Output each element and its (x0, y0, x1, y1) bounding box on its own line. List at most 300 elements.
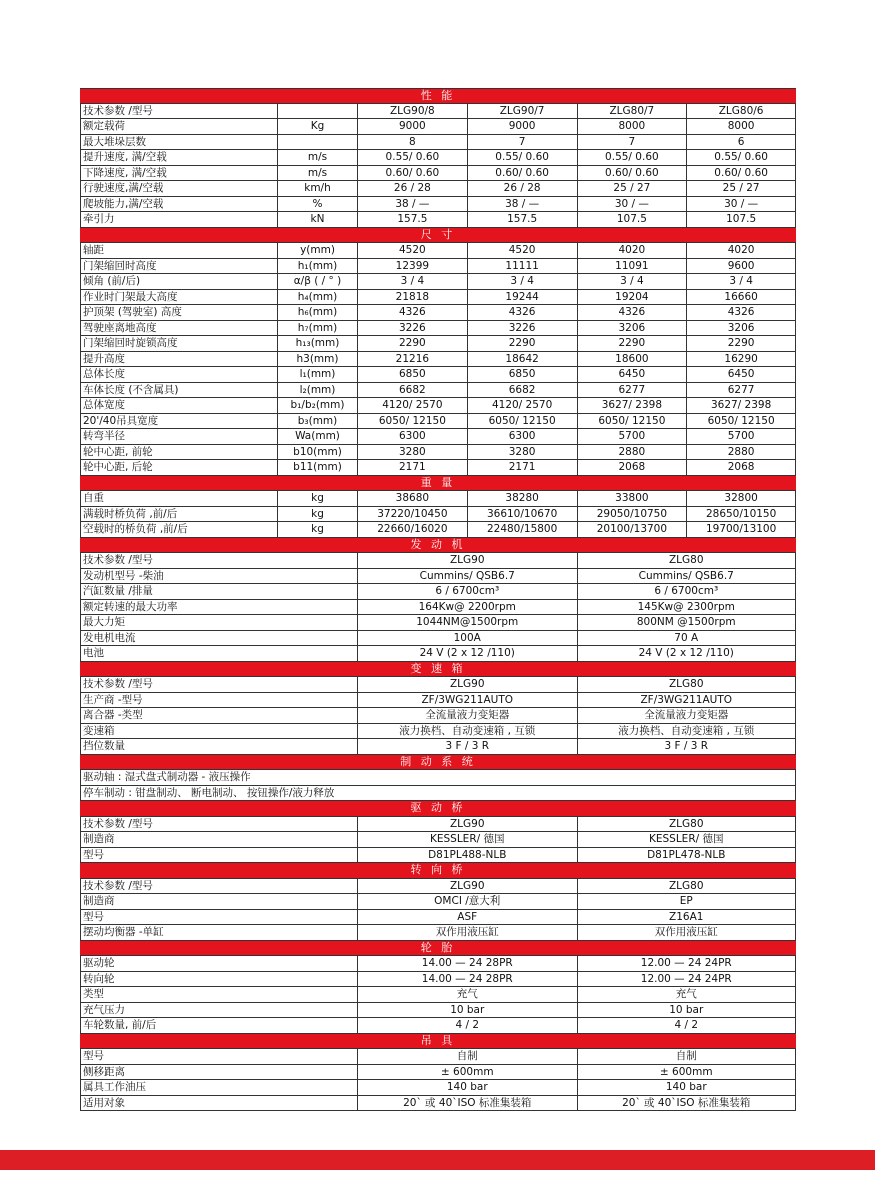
param-value: 4 / 2 (357, 1018, 577, 1033)
param-value: 0.60/ 0.60 (686, 166, 796, 181)
table-row (80, 383, 796, 399)
param-value: ZLG90 (357, 817, 577, 832)
param-value: D81PL488-NLB (357, 848, 577, 863)
param-value: 12.00 — 24 24PR (577, 956, 797, 971)
section-header (80, 476, 796, 492)
table-row (80, 243, 796, 259)
param-name: 摆动均衡器 -单缸 (80, 925, 357, 940)
param-name: 类型 (80, 987, 357, 1002)
param-value: D81PL478-NLB (577, 848, 797, 863)
param-value: 6050/ 12150 (577, 414, 687, 429)
table-row (80, 631, 796, 647)
param-name: 爬坡能力,满/空载 (80, 197, 277, 212)
param-value: 22480/15800 (467, 522, 577, 537)
param-name: 轴距 (80, 243, 277, 258)
param-unit: kN (277, 212, 357, 227)
param-value: 0.60/ 0.60 (357, 166, 467, 181)
param-value: 3280 (467, 445, 577, 460)
param-value: 7 (467, 135, 577, 150)
param-text: 驱动轴 : 湿式盘式制动器 - 液压操作 (80, 770, 796, 785)
param-value: KESSLER/ 德国 (577, 832, 797, 847)
param-value: 自制 (577, 1049, 797, 1064)
param-value: 3280 (357, 445, 467, 460)
param-unit: y(mm) (277, 243, 357, 258)
param-unit (277, 104, 357, 119)
param-name: 电池 (80, 646, 357, 661)
table-row (80, 553, 796, 569)
section-title: 重 量 (420, 475, 456, 489)
table-row (80, 321, 796, 337)
table-row (80, 1096, 796, 1112)
param-name: 护顶架 (驾驶室) 高度 (80, 305, 277, 320)
param-value: 4520 (357, 243, 467, 258)
param-value: 21818 (357, 290, 467, 305)
param-value: 4120/ 2570 (467, 398, 577, 413)
param-name: 转向轮 (80, 972, 357, 987)
param-name: 生产商 -型号 (80, 693, 357, 708)
param-unit: b₁/b₂(mm) (277, 398, 357, 413)
table-row (80, 693, 796, 709)
param-value: 2068 (577, 460, 687, 475)
param-value: 9000 (467, 119, 577, 134)
table-row (80, 1003, 796, 1019)
param-value: 140 bar (577, 1080, 797, 1095)
bottom-bar (0, 1150, 875, 1170)
param-unit: h₆(mm) (277, 305, 357, 320)
param-value: 8 (357, 135, 467, 150)
param-value: 70 A (577, 631, 797, 646)
param-unit: b₃(mm) (277, 414, 357, 429)
table-row (80, 832, 796, 848)
param-name: 发电机电流 (80, 631, 357, 646)
param-name: 离合器 -类型 (80, 708, 357, 723)
param-value: 4326 (686, 305, 796, 320)
param-name: 提升高度 (80, 352, 277, 367)
param-name: 额定转速的最大功率 (80, 600, 357, 615)
table-row (80, 987, 796, 1003)
table-row (80, 429, 796, 445)
table-row (80, 1049, 796, 1065)
param-value: 2290 (357, 336, 467, 351)
table-row (80, 460, 796, 476)
param-value: 3226 (357, 321, 467, 336)
table-row (80, 259, 796, 275)
section-title: 发 动 机 (410, 537, 466, 551)
param-name: 车轮数量, 前/后 (80, 1018, 357, 1033)
param-value: 4520 (467, 243, 577, 258)
table-row (80, 770, 796, 786)
table-row (80, 817, 796, 833)
param-value: 157.5 (357, 212, 467, 227)
param-value: 3627/ 2398 (577, 398, 687, 413)
param-value: 2171 (357, 460, 467, 475)
param-value: 20100/13700 (577, 522, 687, 537)
param-name: 总体长度 (80, 367, 277, 382)
param-value: 2171 (467, 460, 577, 475)
param-value: ± 600mm (357, 1065, 577, 1080)
table-row (80, 367, 796, 383)
param-name: 挡位数量 (80, 739, 357, 754)
param-value: 液力换档、自动变速箱 , 互锁 (577, 724, 797, 739)
param-value: 26 / 28 (357, 181, 467, 196)
table-row (80, 336, 796, 352)
param-value: 3627/ 2398 (686, 398, 796, 413)
param-value: ZLG90/7 (467, 104, 577, 119)
param-value: Cummins/ QSB6.7 (357, 569, 577, 584)
param-value: 4020 (577, 243, 687, 258)
param-value: 8000 (577, 119, 687, 134)
param-value: OMCI /意大利 (357, 894, 577, 909)
param-unit: b11(mm) (277, 460, 357, 475)
section-title: 变 速 箱 (410, 661, 466, 675)
param-value: 3226 (467, 321, 577, 336)
param-name: 技术参数 /型号 (80, 677, 357, 692)
param-value: 12.00 — 24 24PR (577, 972, 797, 987)
section-title: 制 动 系 统 (400, 754, 476, 768)
param-value: 20` 或 40`ISO 标准集装箱 (577, 1096, 797, 1111)
param-value: 29050/10750 (577, 507, 687, 522)
param-value: 21216 (357, 352, 467, 367)
table-row (80, 739, 796, 755)
param-value: 4020 (686, 243, 796, 258)
param-name: 汽缸数量 /排量 (80, 584, 357, 599)
param-value: 自制 (357, 1049, 577, 1064)
param-value: 6050/ 12150 (467, 414, 577, 429)
param-name: 额定载荷 (80, 119, 277, 134)
param-value: 4120/ 2570 (357, 398, 467, 413)
section-title: 转 向 桥 (410, 863, 466, 876)
param-value: 6 (686, 135, 796, 150)
param-value: 28650/10150 (686, 507, 796, 522)
param-name: 最大堆垛层数 (80, 135, 277, 150)
param-value: 4326 (577, 305, 687, 320)
param-value: 14.00 — 24 28PR (357, 956, 577, 971)
param-value: ± 600mm (577, 1065, 797, 1080)
table-row (80, 290, 796, 306)
param-unit: h₄(mm) (277, 290, 357, 305)
param-value: 10 bar (577, 1003, 797, 1018)
param-value: 38 / — (357, 197, 467, 212)
param-unit: km/h (277, 181, 357, 196)
param-value: 0.60/ 0.60 (577, 166, 687, 181)
table-row (80, 724, 796, 740)
param-value: 3 F / 3 R (577, 739, 797, 754)
param-value: ZLG80 (577, 677, 797, 692)
param-value: ZLG80 (577, 553, 797, 568)
param-value: 全流量液力变矩器 (357, 708, 577, 723)
param-value: 1044NM@1500rpm (357, 615, 577, 630)
table-row (80, 615, 796, 631)
table-row (80, 569, 796, 585)
param-value: 4326 (467, 305, 577, 320)
param-name: 牵引力 (80, 212, 277, 227)
param-unit: m/s (277, 150, 357, 165)
table-row (80, 181, 796, 197)
param-value: 12399 (357, 259, 467, 274)
param-value: 19700/13100 (686, 522, 796, 537)
param-name: 制造商 (80, 894, 357, 909)
param-value: 6682 (467, 383, 577, 398)
param-name: 技术参数 /型号 (80, 879, 357, 894)
param-name: 型号 (80, 910, 357, 925)
table-row (80, 925, 796, 941)
table-row (80, 150, 796, 166)
param-value: 6450 (686, 367, 796, 382)
param-value: 0.55/ 0.60 (467, 150, 577, 165)
param-value: ZLG90/8 (357, 104, 467, 119)
table-row (80, 212, 796, 228)
section-header (80, 801, 796, 817)
param-value: 液力换档、自动变速箱 , 互锁 (357, 724, 577, 739)
section-title: 尺 寸 (420, 227, 456, 241)
param-name: 型号 (80, 848, 357, 863)
param-value: 22660/16020 (357, 522, 467, 537)
param-name: 轮中心距, 前轮 (80, 445, 277, 460)
section-title: 轮 胎 (420, 940, 456, 954)
param-value: 8000 (686, 119, 796, 134)
param-text: 停车制动 : 钳盘制动、 断电制动、 按钮操作/液力释放 (80, 786, 796, 801)
param-value: 6850 (357, 367, 467, 382)
param-value: 32800 (686, 491, 796, 506)
param-value: 5700 (577, 429, 687, 444)
param-unit: Wa(mm) (277, 429, 357, 444)
table-row (80, 445, 796, 461)
param-value: 7 (577, 135, 687, 150)
param-value: 20` 或 40`ISO 标准集装箱 (357, 1096, 577, 1111)
param-value: 107.5 (577, 212, 687, 227)
param-value: 107.5 (686, 212, 796, 227)
param-value: 2880 (686, 445, 796, 460)
param-value: ZLG80/7 (577, 104, 687, 119)
param-name: 属具工作油压 (80, 1080, 357, 1095)
section-header (80, 662, 796, 678)
param-unit: kg (277, 522, 357, 537)
param-value: 2290 (577, 336, 687, 351)
section-title: 驱 动 桥 (410, 801, 466, 814)
param-value: 3 / 4 (357, 274, 467, 289)
param-value: ZLG90 (357, 677, 577, 692)
param-name: 型号 (80, 1049, 357, 1064)
param-value: 25 / 27 (577, 181, 687, 196)
param-unit: l₁(mm) (277, 367, 357, 382)
param-unit: m/s (277, 166, 357, 181)
param-value: 33800 (577, 491, 687, 506)
section-title: 吊 具 (420, 1033, 456, 1047)
param-value: 6277 (686, 383, 796, 398)
param-name: 充气压力 (80, 1003, 357, 1018)
param-value: 30 / — (577, 197, 687, 212)
table-row (80, 1018, 796, 1034)
param-name: 变速箱 (80, 724, 357, 739)
param-value: ZF/3WG211AUTO (357, 693, 577, 708)
section-header (80, 941, 796, 957)
table-row (80, 786, 796, 802)
param-name: 轮中心距, 后轮 (80, 460, 277, 475)
table-row (80, 1065, 796, 1081)
param-value: ZLG80/6 (686, 104, 796, 119)
param-value: ZLG80 (577, 879, 797, 894)
param-value: 24 V (2 x 12 /110) (357, 646, 577, 661)
param-value: 0.55/ 0.60 (577, 150, 687, 165)
param-name: 作业时门架最大高度 (80, 290, 277, 305)
param-value: 6 / 6700cm³ (357, 584, 577, 599)
table-row (80, 491, 796, 507)
param-name: 总体宽度 (80, 398, 277, 413)
param-value: 16660 (686, 290, 796, 305)
param-unit: kg (277, 491, 357, 506)
param-name: 技术参数 /型号 (80, 104, 277, 119)
table-row (80, 197, 796, 213)
table-row (80, 507, 796, 523)
param-value: 2068 (686, 460, 796, 475)
param-name: 提升速度, 满/空载 (80, 150, 277, 165)
param-value: 19244 (467, 290, 577, 305)
param-value: 36610/10670 (467, 507, 577, 522)
table-row (80, 910, 796, 926)
param-name: 门架缩回时旋锁高度 (80, 336, 277, 351)
param-value: 3 / 4 (467, 274, 577, 289)
param-value: 38 / — (467, 197, 577, 212)
table-row (80, 646, 796, 662)
table-row (80, 166, 796, 182)
param-value: ASF (357, 910, 577, 925)
table-row (80, 274, 796, 290)
param-value: Z16A1 (577, 910, 797, 925)
section-title: 性 能 (420, 89, 456, 102)
param-unit: kg (277, 507, 357, 522)
param-value: 6 / 6700cm³ (577, 584, 797, 599)
table-row (80, 879, 796, 895)
param-value: 3 / 4 (686, 274, 796, 289)
param-value: 19204 (577, 290, 687, 305)
param-value: 157.5 (467, 212, 577, 227)
param-unit: b10(mm) (277, 445, 357, 460)
param-value: 4 / 2 (577, 1018, 797, 1033)
param-value: 3 F / 3 R (357, 739, 577, 754)
param-value: 6300 (467, 429, 577, 444)
param-name: 最大力矩 (80, 615, 357, 630)
param-unit: h₁₃(mm) (277, 336, 357, 351)
param-value: 6050/ 12150 (357, 414, 467, 429)
param-name: 适用对象 (80, 1096, 357, 1111)
table-row (80, 398, 796, 414)
table-row (80, 414, 796, 430)
table-row (80, 600, 796, 616)
param-value: ZLG80 (577, 817, 797, 832)
param-value: 6850 (467, 367, 577, 382)
param-value: 2290 (467, 336, 577, 351)
param-value: 11091 (577, 259, 687, 274)
param-value: 24 V (2 x 12 /110) (577, 646, 797, 661)
param-value: 140 bar (357, 1080, 577, 1095)
table-row (80, 584, 796, 600)
table-row (80, 135, 796, 151)
param-value: 6050/ 12150 (686, 414, 796, 429)
param-value: 3206 (577, 321, 687, 336)
table-row (80, 894, 796, 910)
table-row (80, 956, 796, 972)
param-value: 6450 (577, 367, 687, 382)
param-value: 9600 (686, 259, 796, 274)
table-row (80, 522, 796, 538)
param-unit: h₁(mm) (277, 259, 357, 274)
section-header (80, 755, 796, 771)
param-value: ZLG90 (357, 879, 577, 894)
param-name: 空载时的桥负荷 ,前/后 (80, 522, 277, 537)
param-value: 38280 (467, 491, 577, 506)
param-value: 25 / 27 (686, 181, 796, 196)
param-value: 100A (357, 631, 577, 646)
param-unit: h₇(mm) (277, 321, 357, 336)
param-name: 车体长度 (不含属具) (80, 383, 277, 398)
param-value: EP (577, 894, 797, 909)
param-name: 制造商 (80, 832, 357, 847)
table-row (80, 352, 796, 368)
section-header (80, 863, 796, 879)
param-name: 行驶速度,满/空载 (80, 181, 277, 196)
param-value: 充气 (577, 987, 797, 1002)
param-name: 倾角 (前/后) (80, 274, 277, 289)
param-value: 2290 (686, 336, 796, 351)
param-name: 自重 (80, 491, 277, 506)
table-row (80, 972, 796, 988)
param-value: 5700 (686, 429, 796, 444)
section-header (80, 88, 796, 104)
param-unit: % (277, 197, 357, 212)
param-value: 双作用液压缸 (577, 925, 797, 940)
param-value: 6682 (357, 383, 467, 398)
param-name: 转弯半径 (80, 429, 277, 444)
param-value: 0.60/ 0.60 (467, 166, 577, 181)
param-value: 2880 (577, 445, 687, 460)
param-unit: α/β ( / ° ) (277, 274, 357, 289)
table-row (80, 848, 796, 864)
param-value: KESSLER/ 德国 (357, 832, 577, 847)
param-value: 11111 (467, 259, 577, 274)
param-value: 18600 (577, 352, 687, 367)
param-value: 16290 (686, 352, 796, 367)
param-value: 3 / 4 (577, 274, 687, 289)
param-value: 800NM @1500rpm (577, 615, 797, 630)
param-name: 门架缩回时高度 (80, 259, 277, 274)
spec-table (80, 88, 796, 1111)
param-name: 发动机型号 -柴油 (80, 569, 357, 584)
param-unit: l₂(mm) (277, 383, 357, 398)
param-value: 30 / — (686, 197, 796, 212)
table-row (80, 119, 796, 135)
param-value: 10 bar (357, 1003, 577, 1018)
param-unit (277, 135, 357, 150)
param-value: 26 / 28 (467, 181, 577, 196)
param-name: 驾驶座离地高度 (80, 321, 277, 336)
param-value: 145Kw@ 2300rpm (577, 600, 797, 615)
table-row (80, 104, 796, 120)
param-name: 侧移距离 (80, 1065, 357, 1080)
param-value: 全流量液力变矩器 (577, 708, 797, 723)
param-value: 6277 (577, 383, 687, 398)
param-unit: h3(mm) (277, 352, 357, 367)
param-value: 37220/10450 (357, 507, 467, 522)
section-header (80, 538, 796, 554)
param-name: 技术参数 /型号 (80, 553, 357, 568)
table-row (80, 1080, 796, 1096)
section-header (80, 1034, 796, 1050)
param-value: 双作用液压缸 (357, 925, 577, 940)
param-value: 164Kw@ 2200rpm (357, 600, 577, 615)
param-value: 14.00 — 24 28PR (357, 972, 577, 987)
section-header (80, 228, 796, 244)
table-row (80, 305, 796, 321)
